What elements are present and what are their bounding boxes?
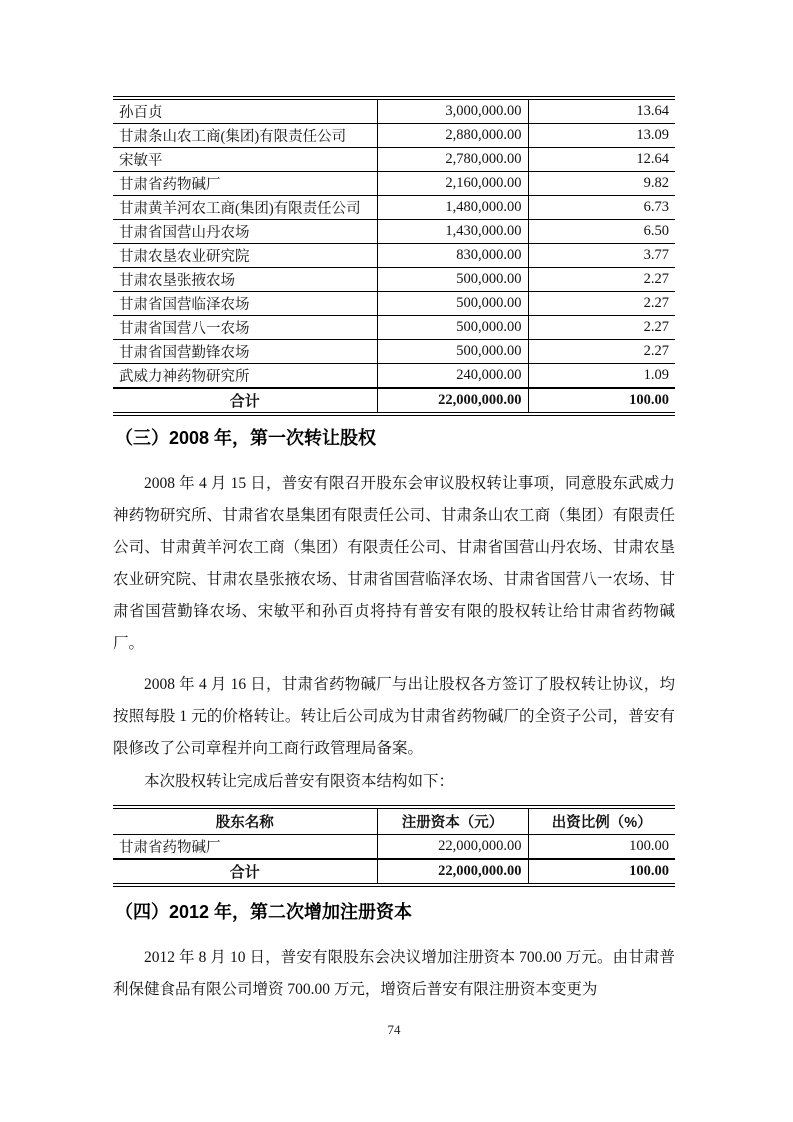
col-header-ratio: 出资比例（%） bbox=[528, 807, 675, 835]
registered-capital: 3,000,000.00 bbox=[377, 98, 528, 124]
table-row bbox=[113, 98, 675, 124]
ownership-ratio: 13.64 bbox=[528, 98, 675, 124]
table-row bbox=[113, 124, 675, 148]
page-number: 74 bbox=[387, 1022, 401, 1037]
col-header-shareholder: 股东名称 bbox=[113, 807, 377, 835]
shareholder-name: 甘肃省药物碱厂 bbox=[113, 835, 377, 860]
paragraph: 2008 年 4 月 16 日，甘肃省药物碱厂与出让股权各方签订了股权转让协议，均按照每股 1 元的价格转让。转让后公司成为甘肃省药物碱厂的全资子公司，普安有限修改了公司章程并向工商行政管理局备案。 bbox=[113, 676, 675, 757]
total-capital: 22,000,000.00 bbox=[377, 859, 528, 885]
registered-capital: 1,430,000.00 bbox=[377, 220, 528, 244]
shareholder-name: 武威力神药物研究所 bbox=[113, 364, 377, 389]
total-label: 合计 bbox=[113, 388, 377, 414]
shareholder-name: 甘肃省药物碱厂 bbox=[113, 172, 377, 196]
table-row bbox=[113, 835, 675, 860]
registered-capital: 2,880,000.00 bbox=[377, 124, 528, 148]
shareholder-name: 甘肃条山农工商(集团)有限责任公司 bbox=[113, 124, 377, 148]
ownership-ratio: 3.77 bbox=[528, 244, 675, 268]
ownership-ratio: 6.50 bbox=[528, 220, 675, 244]
ownership-ratio: 1.09 bbox=[528, 364, 675, 389]
table-total-row bbox=[113, 859, 675, 885]
ownership-ratio: 9.82 bbox=[528, 172, 675, 196]
registered-capital: 1,480,000.00 bbox=[377, 196, 528, 220]
ownership-ratio: 12.64 bbox=[528, 148, 675, 172]
table-row bbox=[113, 172, 675, 196]
paragraph: 2008 年 4 月 15 日，普安有限召开股东会审议股权转让事项，同意股东武威力神药物研究所、甘肃省农垦集团有限责任公司、甘肃条山农工商（集团）有限责任公司、甘肃黄羊河农工商（集团）有限责任公司、甘肃省国营山丹农场、甘肃农垦农业研究院、甘肃农垦张掖农场、甘肃省国营临泽农场、甘肃省国营八一农场、甘肃省国营勤锋农场、宋敏平和孙百贞将持有普安有限的股权转让给甘肃省药物碱厂。 bbox=[113, 475, 675, 652]
total-label: 合计 bbox=[113, 859, 377, 885]
ownership-ratio: 2.27 bbox=[528, 340, 675, 364]
ownership-ratio: 13.09 bbox=[528, 124, 675, 148]
total-ratio: 100.00 bbox=[528, 388, 675, 414]
shareholder-name: 甘肃省国营山丹农场 bbox=[113, 220, 377, 244]
registered-capital: 2,160,000.00 bbox=[377, 172, 528, 196]
registered-capital: 830,000.00 bbox=[377, 244, 528, 268]
paragraph: 本次股权转让完成后普安有限资本结构如下： bbox=[144, 773, 455, 790]
table-row bbox=[113, 364, 675, 389]
ownership-ratio: 2.27 bbox=[528, 268, 675, 292]
ownership-ratio: 2.27 bbox=[528, 292, 675, 316]
paragraph: 2012 年 8 月 10 日，普安有限股东会决议增加注册资本 700.00 万元。由甘肃普利保健食品有限公司增资 700.00 万元，增资后普安有限注册资本变更为 bbox=[113, 949, 675, 998]
section-heading-3: （三）2008 年，第一次转让股权 bbox=[115, 428, 377, 448]
shareholder-name: 甘肃省国营临泽农场 bbox=[113, 292, 377, 316]
table-row bbox=[113, 220, 675, 244]
col-header-capital: 注册资本（元） bbox=[377, 807, 528, 835]
section-heading-4: （四）2012 年，第二次增加注册资本 bbox=[115, 902, 413, 922]
registered-capital: 500,000.00 bbox=[377, 268, 528, 292]
shareholder-name: 孙百贞 bbox=[113, 98, 377, 124]
total-ratio: 100.00 bbox=[528, 859, 675, 885]
shareholder-name: 甘肃农垦农业研究院 bbox=[113, 244, 377, 268]
table-row bbox=[113, 244, 675, 268]
registered-capital: 240,000.00 bbox=[377, 364, 528, 389]
shareholder-name: 宋敏平 bbox=[113, 148, 377, 172]
shareholder-table-1 bbox=[113, 96, 675, 416]
table-total-row bbox=[113, 388, 675, 414]
table-row bbox=[113, 340, 675, 364]
shareholder-name: 甘肃省国营八一农场 bbox=[113, 316, 377, 340]
ownership-ratio: 2.27 bbox=[528, 316, 675, 340]
registered-capital: 2,780,000.00 bbox=[377, 148, 528, 172]
ownership-ratio: 100.00 bbox=[528, 835, 675, 860]
shareholder-name: 甘肃黄羊河农工商(集团)有限责任公司 bbox=[113, 196, 377, 220]
shareholder-table-2 bbox=[113, 805, 675, 887]
registered-capital: 22,000,000.00 bbox=[377, 835, 528, 860]
table-row bbox=[113, 268, 675, 292]
table-row bbox=[113, 316, 675, 340]
registered-capital: 500,000.00 bbox=[377, 340, 528, 364]
total-capital: 22,000,000.00 bbox=[377, 388, 528, 414]
registered-capital: 500,000.00 bbox=[377, 292, 528, 316]
table-row bbox=[113, 196, 675, 220]
ownership-ratio: 6.73 bbox=[528, 196, 675, 220]
registered-capital: 500,000.00 bbox=[377, 316, 528, 340]
shareholder-name: 甘肃省国营勤锋农场 bbox=[113, 340, 377, 364]
shareholder-name: 甘肃农垦张掖农场 bbox=[113, 268, 377, 292]
table-header-row bbox=[113, 807, 675, 835]
table-row bbox=[113, 292, 675, 316]
table-row bbox=[113, 148, 675, 172]
